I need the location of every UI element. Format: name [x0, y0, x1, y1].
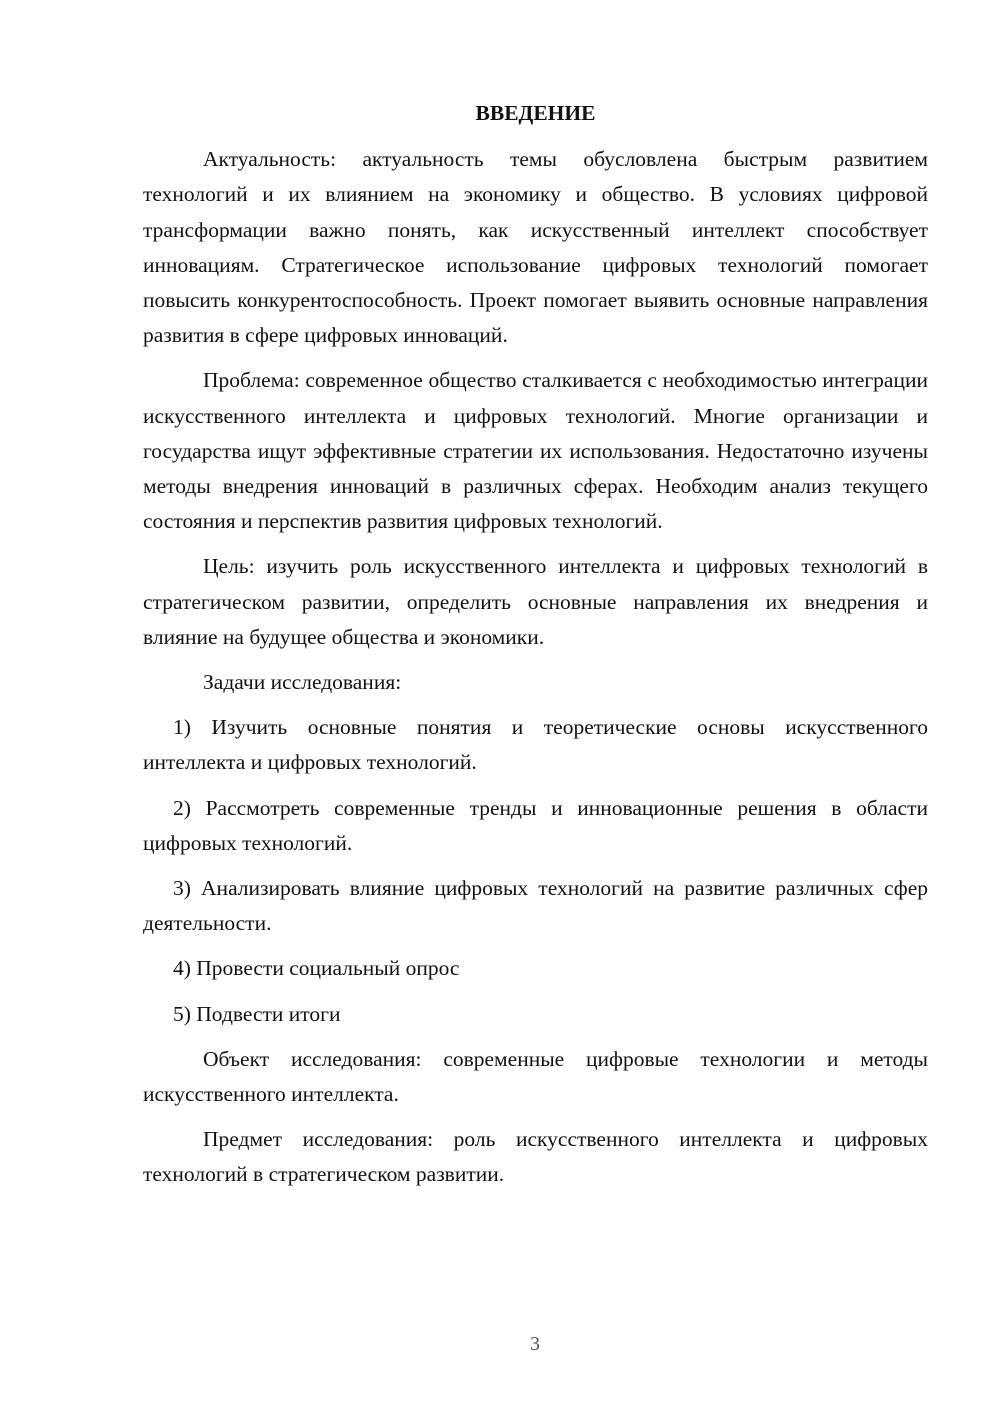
page-number: 3 [530, 1333, 540, 1355]
task-item-4: 4) Провести социальный опрос [173, 956, 460, 981]
paragraph-problem: Проблема: современное общество сталкивается с необходимостью интеграции искусственного интеллекта и цифровых технологий. Многие организации и государства ищут эффективные стратегии их использования. Недостаточно изучены методы внедрения инноваций в различных сферах. Необходим анализ текущего состояния и перспектив развития цифровых технологий. [143, 368, 928, 534]
task-item-2: 2) Рассмотреть современные тренды и инновационные решения в области цифровых технологий. [143, 795, 928, 855]
paragraph-goal: Цель: изучить роль искусственного интеллекта и цифровых технологий в стратегическом развитии, определить основные направления их внедрения и влияние на будущее общества и экономики. [143, 554, 928, 649]
page-content [143, 96, 928, 1203]
paragraph-object: Объект исследования: современные цифровые технологии и методы искусственного интеллекта. [143, 1046, 928, 1107]
paragraph-tasks-heading: Задачи исследования: [203, 670, 402, 695]
task-item-3: 3) Анализировать влияние цифровых технологий на развитие различных сфер деятельности. [143, 876, 928, 936]
paragraph-subject: Предмет исследования: роль искусственного интеллекта и цифровых технологий в стратегическом развитии. [143, 1127, 928, 1187]
page-title: ВВЕДЕНИЕ [475, 101, 596, 125]
task-item-1: 1) Изучить основные понятия и теоретические основы искусственного интеллекта и цифровых технологий. [143, 715, 928, 775]
paragraph-relevance: Актуальность: актуальность темы обусловлена быстрым развитием технологий и их влиянием на экономику и общество. В условиях цифровой трансформации важно понять, как искусственный интеллект способствует инновациям. Стратегическое использование цифровых технологий помогает повысить конкурентоспособность. Проект помогает выявить основные направления развития в сфере цифровых инноваций. [143, 147, 928, 348]
task-item-5: 5) Подвести итоги [173, 1001, 341, 1026]
